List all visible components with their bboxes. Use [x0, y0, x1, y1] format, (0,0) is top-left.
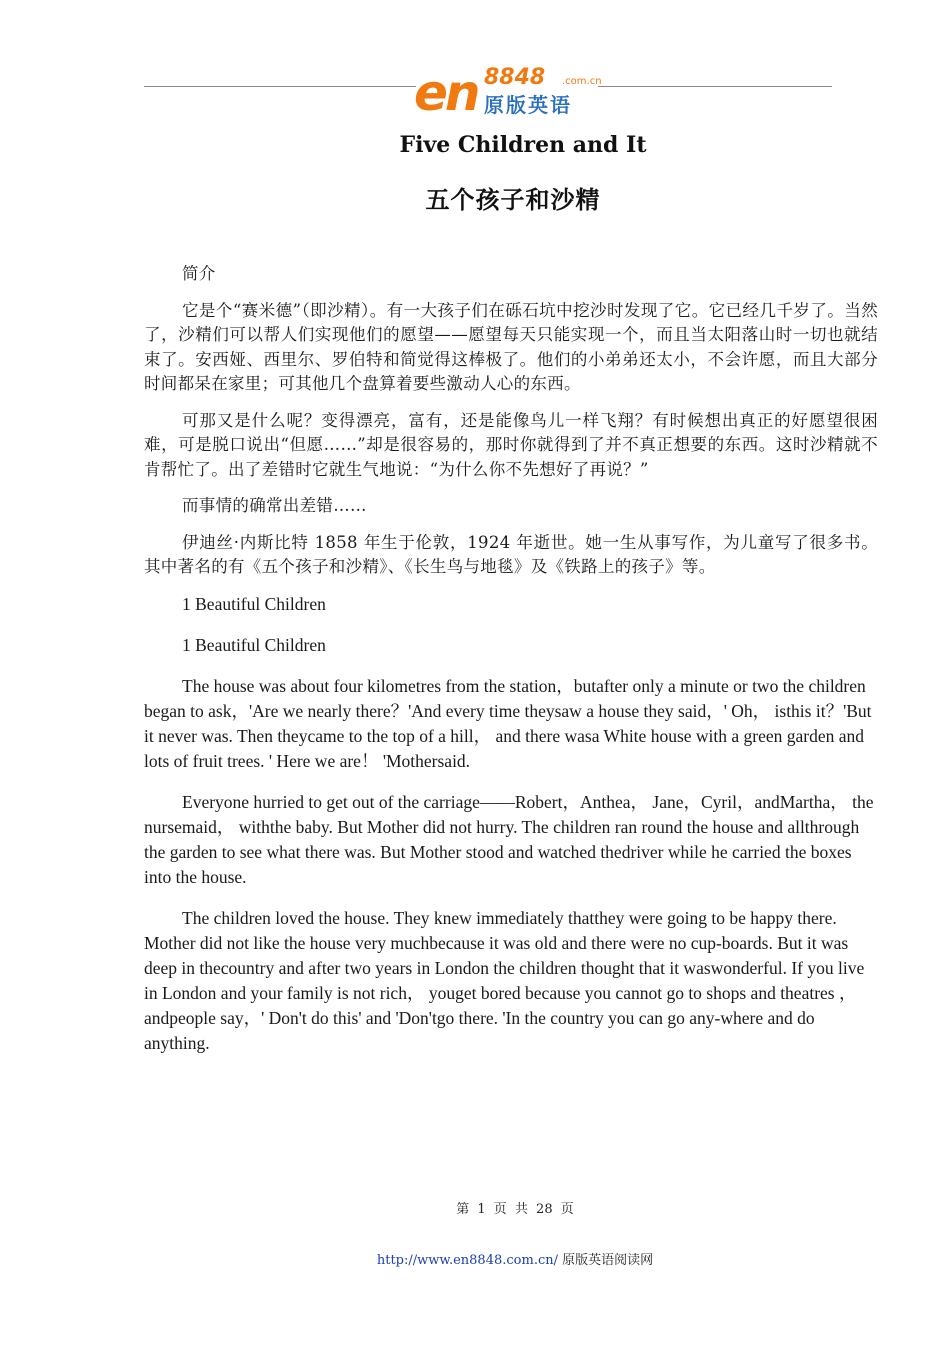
- site-logo[interactable]: [414, 66, 604, 120]
- chapter-heading: 1 Beautiful Children: [182, 593, 326, 614]
- header-rule-left: [144, 86, 416, 87]
- logo-chinese: 原版英语: [484, 93, 572, 117]
- logo-letters: en: [414, 64, 478, 122]
- header-rule-right: [598, 86, 832, 87]
- footer-site-name: 原版英语阅读网: [562, 1253, 654, 1268]
- footer-link-row: [0, 1249, 950, 1268]
- paragraph-en: The house was about four kilometres from the station，butafter only a minute or two the children began to ask，'Are we nearly there？'And every time theysaw a house they said，' Oh， isthis it？'But it never was. Then theycame to the top of a hill， and there wasa White house with a green garden and lots of fruit trees. ' Here we are！ 'Mothersaid.: [144, 675, 872, 771]
- paragraph-cn: 伊迪丝·内斯比特 1858 年生于伦敦，1924 年逝世。她一生从事写作，为儿童写了很多书。其中著名的有《五个孩子和沙精》、《长生鸟与地毯》及《铁路上的孩子》等。: [144, 532, 878, 576]
- page-number: 第 1 页 共 28 页: [456, 1202, 574, 1217]
- chapter-heading: 1 Beautiful Children: [182, 634, 326, 655]
- paragraph-en: Everyone hurried to get out of the carriage——Robert，Anthea， Jane，Cyril，andMartha， the nursemaid， withthe baby. But Mother did not hurry. The children ran round the house and allthrough the garden to see what there was. But Mother stood and watched thedriver while he carried the boxes into the house.: [144, 791, 874, 887]
- title-chinese: 五个孩子和沙精: [425, 185, 601, 214]
- paragraph-cn: 可那又是什么呢？变得漂亮，富有，还是能像鸟儿一样飞翔？有时候想出真正的好愿望很困难，可是脱口说出“但愿……”却是很容易的，那时你就得到了并不真正想要的东西。这时沙精就不肯帮忙了。出了差错时它就生气地说：“为什么你不先想好了再说？”: [144, 410, 878, 479]
- title-english: Five Children and It: [399, 132, 647, 158]
- document-body: [144, 262, 878, 1072]
- paragraph-intro-heading: 简介: [182, 264, 216, 283]
- paragraph-cn: 它是个“赛米德”（即沙精）。有一大孩子们在砾石坑中挖沙时发现了它。它已经几千岁了。当然了，沙精们可以帮人们实现他们的愿望——愿望每天只能实现一个，而且当太阳落山时一切也就结束了。安西娅、西里尔、罗伯特和简觉得这棒极了。他们的小弟弟还太小，不会许愿，而且大部分时间都呆在家里；可其他几个盘算着要些激动人心的东西。: [144, 300, 878, 393]
- paragraph-cn: 而事情的确常出差错……: [182, 496, 367, 515]
- paragraph-en: The children loved the house. They knew immediately thatthey were going to be happy there. Mother did not like the house very muchbecause it was old and there were no cup-boards. But it was deep in thecountry and after two years in London the children thought that it waswonderful. If you live in London and your family is not rich， youget bored because you cannot go to shops and theatres ，andpeople say，' Don't do this' and 'Don'tgo there. 'In the country you can go any-where and do anything.: [144, 907, 865, 1053]
- logo-domain: .com.cn: [562, 76, 602, 87]
- logo-number: 8848: [484, 65, 546, 90]
- footer-url-link[interactable]: http://www.en8848.com.cn/: [376, 1253, 558, 1268]
